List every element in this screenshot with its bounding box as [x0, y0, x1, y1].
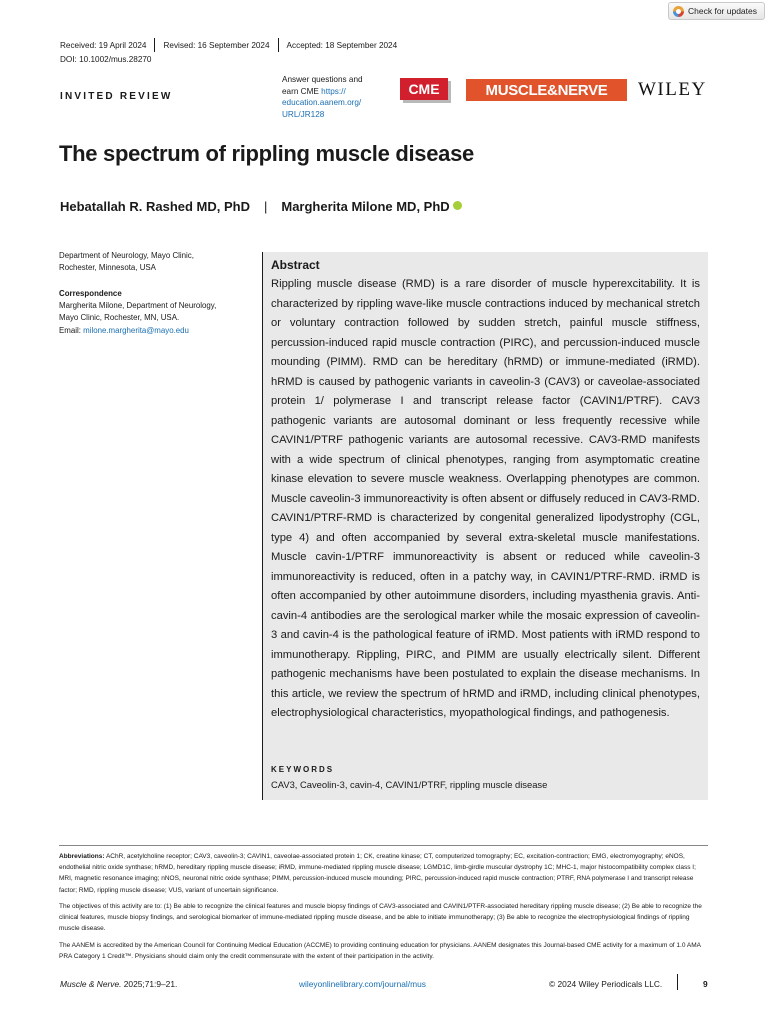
- author-separator: |: [263, 199, 268, 214]
- affiliation-line: Rochester, Minnesota, USA: [59, 263, 156, 273]
- check-updates-label: Check for updates: [688, 6, 757, 16]
- correspondence-line: Margherita Milone, Department of Neurology,: [59, 301, 217, 311]
- correspondence: [59, 288, 254, 337]
- check-for-updates-button[interactable]: [668, 2, 765, 20]
- article-type: INVITED REVIEW: [60, 91, 173, 102]
- abbreviations-footnote: [59, 851, 709, 896]
- revised-date: Revised: 16 September 2024: [163, 40, 270, 50]
- citation: 2025;71:9–21.: [121, 979, 178, 989]
- abbreviations-text: AChR, acetylcholine receptor; CAV3, caveolin-3; CAVIN1, caveolae-associated protein 1; CK, creatine kinase; CT, computerized tomography; EC, excitation-contraction; EMG, electromyography; eNOS, endothelial nitric oxide synthase; hRMD, hereditary rippling muscle disease; iRMD, immune-mediated rippling muscle disease; LGMD1C, limb-girdle muscular dystrophy 1C; MHC-1, major histocompatibility complex class I; MRI, magnetic resonance imaging; nNOS, neuronal nitric oxide synthase; PIMM, percussion-induced muscle mounding; PIRC, percussion-induced rapid muscle contraction; PTRF, RNA polymerase I and transcript release factor; RMD, rippling muscle disease; VUS, variant of uncertain significance.: [59, 853, 696, 894]
- cme-line-2: earn CME: [282, 86, 319, 96]
- received-date: Received: 19 April 2024: [60, 40, 147, 50]
- page-number: 9: [703, 979, 708, 989]
- author-name[interactable]: Hebatallah R. Rashed MD, PhD: [60, 199, 250, 214]
- cme-line-1: Answer questions and: [282, 75, 363, 84]
- article-title: The spectrum of rippling muscle disease: [59, 141, 474, 166]
- objectives-footnote: The objectives of this activity are to: (1) Be able to recognize the clinical features and muscle biopsy findings of CAV3-associated and CAVIN1/PTFR-associated hereditary rippling muscle disease; (2) Be able to recognize the clinical features, muscle biopsy findings, and serological biomarker of immune-mediated rippling muscle disease, and be able to initiate immunotherapy; (3) Be able to recognize the electrophysiological findings of rippling muscle disease.: [59, 903, 702, 933]
- publisher-logo: WILEY: [638, 79, 707, 100]
- email-label: Email:: [59, 325, 84, 335]
- accreditation-footnote: The AANEM is accredited by the American Council for Continuing Medical Education (ACCME) to providing continuing education for physicians. AANEM designates this Journal-based CME activity for a maximum of 1.0 AMA PRA Category 1 Credit™. Physicians should claim only the credit commensurate with the extent of their participation in the activity.: [59, 942, 701, 961]
- cme-logo: CME: [400, 78, 448, 100]
- accepted-date: Accepted: 18 September 2024: [286, 40, 398, 50]
- doi: DOI: 10.1002/mus.28270: [60, 55, 152, 64]
- footnote-rule: [59, 845, 708, 846]
- abbreviations-label: Abbreviations:: [59, 853, 105, 860]
- journal-logo: MUSCLE&NERVE: [466, 79, 627, 101]
- cme-info: [282, 74, 377, 120]
- journal-url[interactable]: wileyonlinelibrary.com/journal/mus: [299, 979, 426, 989]
- abstract-text: Rippling muscle disease (RMD) is a rare disorder of muscle hyperexcitability. It is characterized by rippling wave-like muscle contractions induced by mechanical stretch or voluntary contraction followed by sudden stretch, painful muscle stiffness, percussion-induced rapid muscle contraction (PIRC), and percussion-induced muscle mounding (PIMM). RMD can be hereditary (hRMD) or immune-mediated (iRMD). hRMD is caused by pathogenic variants in caveolin-3 (CAV3) or caveolae-associated protein 1/ polymerase I and transcript release factor (CAVIN1/PTRF). CAV3 pathogenic variants are autosomal dominant or less frequently recessive while CAVIN1/PTRF pathogenic variants are autosomal recessive. CAV3-RMD manifests with a wide spectrum of clinical phenotypes, ranging from asymptomatic creatine kinase elevation to severe muscle weakness. Overlapping phenotypes are common. Muscle caveolin-3 immunoreactivity is often absent or diffusely reduced in CAV3-RMD. CAVIN1/PTRF-RMD is characterized by congenital generalized lipodystrophy (CGL, type 4) and often accompanied by several extra-skeletal muscle manifestations. Muscle cavin-1/PTRF immunoreactivity is absent or reduced while caveolin-3 immunoreactivity is reduced, often in a patchy way, in CAVIN1/PTRF-RMD. iRMD is often accompanied by other autoimmune disorders, including myasthenia gravis. Anti-cavin-4 antibodies are the serological marker while the mosaic expression of caveolin-3 and cavin-4 is the pathological feature of iRMD. Most patients with iRMD respond to immunotherapy. Rippling, PIRC, and PIMM are usually electrically silent. Different pathogenic mechanisms have been postulated to explain the disease mechanisms. In this article, we review the spectrum of hRMD and iRMD, including clinical phenotypes, electrophysiological characteristics, myopathological findings, and pathogenesis.: [271, 278, 700, 719]
- copyright: © 2024 Wiley Periodicals LLC.: [549, 979, 663, 989]
- author-list: [60, 199, 462, 214]
- abstract-heading: Abstract: [271, 258, 320, 272]
- cme-link[interactable]: URL/JR128: [282, 109, 325, 119]
- author-name[interactable]: Margherita Milone MD, PhD: [281, 199, 450, 214]
- footer-rule: [677, 974, 678, 990]
- orcid-icon[interactable]: [453, 201, 462, 210]
- article-dates: [60, 38, 405, 52]
- check-updates-icon: [673, 6, 684, 17]
- keywords-heading: KEYWORDS: [271, 765, 335, 774]
- correspondence-heading: Correspondence: [59, 289, 122, 298]
- affiliation: [59, 250, 254, 274]
- cme-link[interactable]: education.aanem.org/: [282, 98, 362, 108]
- email-link[interactable]: milone.margherita@mayo.edu: [83, 325, 189, 335]
- divider: [278, 38, 279, 52]
- journal-citation: [60, 979, 177, 989]
- abstract-rule: [262, 252, 263, 800]
- affiliation-line: Department of Neurology, Mayo Clinic,: [59, 251, 194, 260]
- divider: [154, 38, 155, 52]
- keywords-text: CAV3, Caveolin-3, cavin-4, CAVIN1/PTRF, rippling muscle disease: [271, 779, 548, 790]
- correspondence-line: Mayo Clinic, Rochester, MN, USA.: [59, 313, 180, 323]
- cme-link[interactable]: https://: [321, 86, 346, 96]
- journal-name: Muscle & Nerve.: [60, 979, 122, 989]
